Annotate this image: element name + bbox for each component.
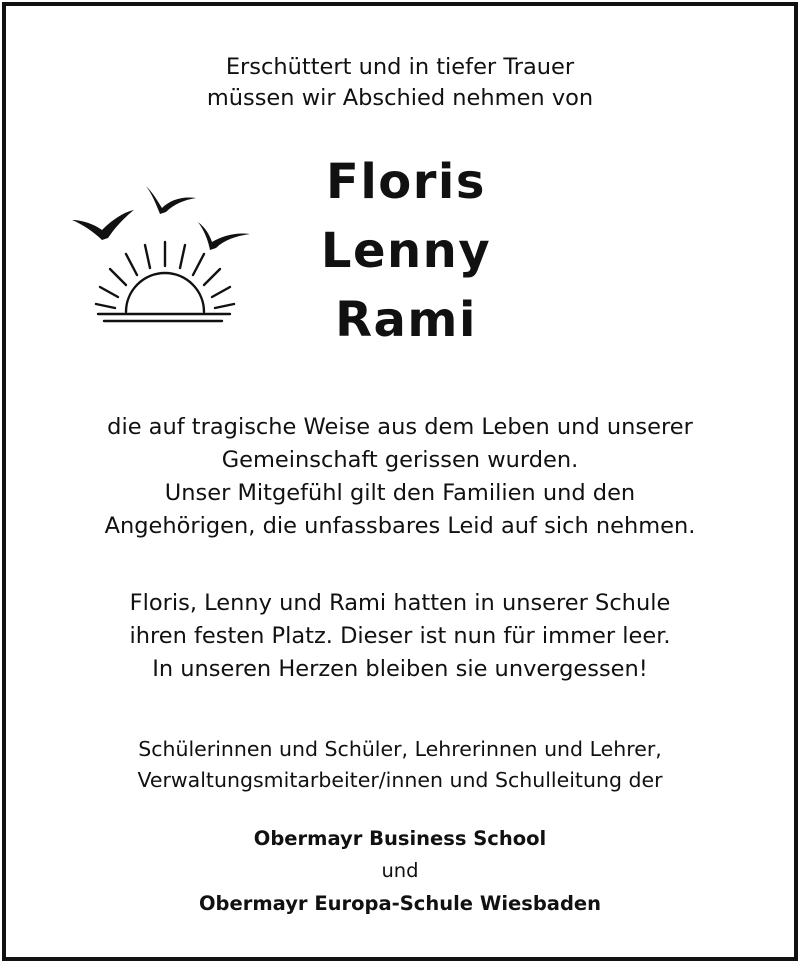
school-connector: und — [381, 859, 419, 882]
bird-icon — [146, 186, 196, 214]
paragraph-line: die auf tragische Weise aus dem Leben und unserer — [107, 414, 693, 440]
name-floris: Floris — [326, 154, 486, 210]
intro-line: müssen wir Abschied nehmen von — [206, 85, 594, 111]
bird-icon — [72, 210, 134, 240]
paragraph-line: ihren festen Platz. Dieser ist nun für immer leer. — [129, 623, 671, 649]
paragraph-line: Floris, Lenny und Rami hatten in unserer Schule — [129, 590, 671, 616]
memorial-paragraph — [6, 587, 794, 686]
signatories-text — [6, 734, 794, 796]
signatories-line: Schülerinnen und Schüler, Lehrerinnen und Lehrer, — [138, 737, 662, 761]
name-rami: Rami — [335, 292, 477, 348]
school-name-business: Obermayr Business School — [253, 827, 547, 850]
paragraph-line: Unser Mitgefühl gilt den Familien und den — [164, 480, 636, 506]
sun-half-circle — [126, 273, 204, 312]
paragraph-line: Angehörigen, die unfassbares Leid auf sich nehmen. — [104, 513, 696, 539]
intro-text — [6, 52, 794, 114]
intro-line: Erschüttert und in tiefer Trauer — [225, 54, 575, 80]
obituary-frame — [2, 2, 798, 961]
paragraph-line: Gemeinschaft gerissen wurden. — [221, 447, 579, 473]
condolence-paragraph — [6, 411, 794, 543]
deceased-names — [256, 148, 556, 355]
school-name-europa: Obermayr Europa-Schule Wiesbaden — [198, 892, 602, 915]
name-lenny: Lenny — [320, 223, 492, 279]
bird-icon — [198, 222, 250, 250]
paragraph-line: In unseren Herzen bleiben sie unvergessen! — [152, 656, 648, 682]
sunset-with-birds-icon — [68, 174, 258, 329]
signatories-line: Verwaltungsmitarbeiter/innen und Schulleitung der — [137, 768, 663, 792]
